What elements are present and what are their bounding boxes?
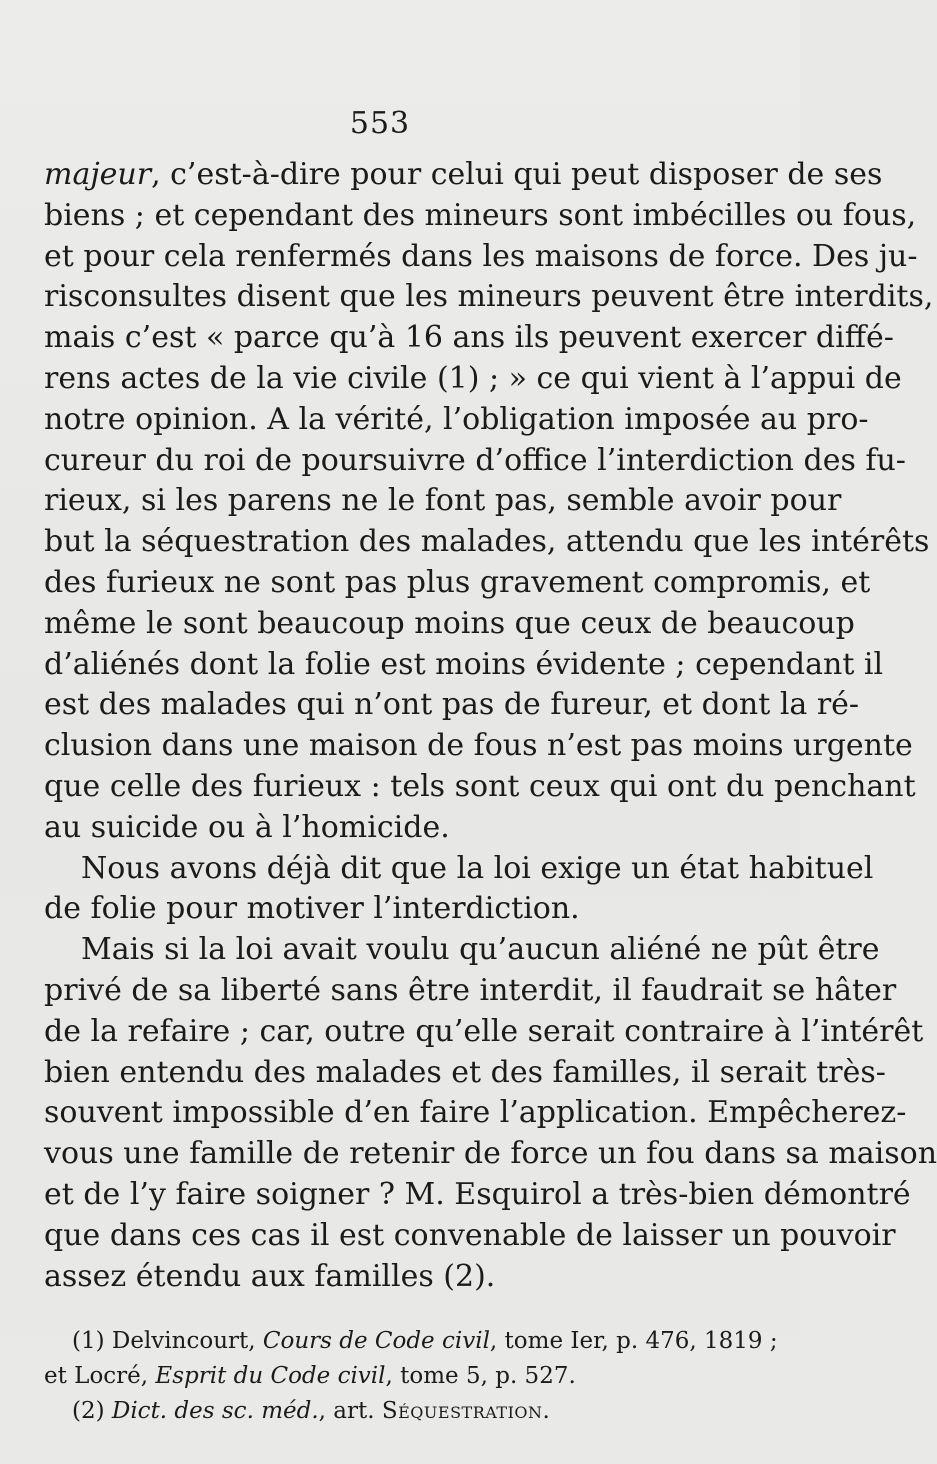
text-line — [44, 522, 930, 563]
text-line — [44, 441, 906, 482]
text-segment: rieux, si les parens ne le font pas, semble avoir pour — [44, 483, 842, 519]
text-line — [44, 1134, 937, 1175]
body-text — [44, 155, 937, 1297]
text-line — [44, 808, 730, 849]
text-segment: privé de sa liberté sans être interdit, il faudrait se hâter — [44, 972, 897, 1008]
text-segment: bien entendu des malades et des familles, il serait très- — [44, 1054, 886, 1090]
text-segment: et pour cela renfermés dans les maisons de force. Des ju- — [44, 238, 918, 274]
text-line — [44, 889, 730, 930]
text-segment: , tome Ier, p. 476, 1819 ; — [489, 1328, 778, 1354]
text-segment: but la séquestration des malades, attendu que les intérêts — [44, 524, 930, 560]
text-line — [44, 318, 894, 359]
text-segment: (2) — [72, 1398, 112, 1424]
text-segment: de folie pour motiver l’interdiction. — [44, 891, 580, 927]
footnote-line — [44, 1324, 778, 1359]
text-segment: et de l’y faire soigner ? M. Esquirol a très-bien démontré — [44, 1176, 911, 1212]
text-line — [44, 1216, 896, 1257]
text-segment: vous une famille de retenir de force un fou dans sa maison — [44, 1136, 937, 1172]
text-line — [44, 155, 883, 196]
text-segment: que dans ces cas il est convenable de laisser un pouvoir — [44, 1217, 896, 1253]
text-segment: majeur — [44, 157, 152, 192]
text-line — [44, 1093, 907, 1134]
footnote — [44, 1324, 778, 1394]
text-line — [44, 767, 916, 808]
text-line — [44, 971, 897, 1012]
text-segment: clusion dans une maison de fous n’est pas moins urgente — [44, 728, 913, 764]
text-line — [44, 400, 869, 441]
text-segment: est des malades qui n’ont pas de fureur, et dont la ré- — [44, 687, 860, 723]
text-segment: Séquestration — [381, 1398, 543, 1424]
text-segment: et Locré, — [44, 1363, 156, 1389]
text-segment: Nous avons déjà dit que la loi exige un état habituel — [81, 850, 874, 886]
text-line — [44, 1257, 730, 1298]
text-segment: , tome 5, p. 527. — [385, 1363, 576, 1389]
footnote-line — [44, 1394, 730, 1429]
text-segment: cureur du roi de poursuivre d’office l’interdiction des fu- — [44, 442, 906, 478]
text-segment: risconsultes disent que les mineurs peuvent être interdits, — [44, 279, 934, 315]
text-line — [44, 563, 871, 604]
footnote-line — [44, 1359, 730, 1394]
text-line — [44, 685, 860, 726]
text-segment: (1) Delvincourt, — [72, 1328, 263, 1354]
text-segment: mais c’est « parce qu’à 16 ans ils peuvent exercer diffé- — [44, 320, 894, 356]
page-number: 553 — [349, 106, 411, 141]
text-segment: Dict. des sc. méd. — [111, 1398, 319, 1424]
text-line — [44, 277, 934, 318]
text-segment: Cours de Code civil — [262, 1328, 490, 1354]
footnote — [44, 1394, 730, 1429]
text-segment: Mais si la loi avait voulu qu’aucun aliéné ne pût être — [81, 932, 880, 968]
paragraph — [44, 155, 934, 849]
text-line — [44, 645, 884, 686]
text-line — [44, 1012, 924, 1053]
text-line — [44, 1175, 911, 1216]
text-segment: Esprit du Code civil — [155, 1363, 386, 1389]
text-segment: de la refaire ; car, outre qu’elle serait contraire à l’intérêt — [44, 1013, 924, 1049]
text-segment: d’aliénés dont la folie est moins évidente ; cependant il — [44, 646, 884, 682]
text-segment: biens ; et cependant des mineurs sont imbécilles ou fous, — [44, 197, 917, 233]
text-line — [44, 849, 874, 890]
text-line — [44, 726, 913, 767]
paragraph — [44, 849, 874, 931]
text-segment: des furieux ne sont pas plus gravement compromis, et — [44, 564, 871, 600]
footnotes — [44, 1324, 778, 1429]
text-segment: au suicide ou à l’homicide. — [44, 809, 450, 845]
text-segment: même le sont beaucoup moins que ceux de beaucoup — [44, 605, 855, 641]
text-segment: , c’est-à-dire pour celui qui peut disposer de ses — [151, 157, 883, 192]
text-segment: rens actes de la vie civile (1) ; » ce qui vient à l’appui de — [44, 360, 902, 396]
text-line — [44, 237, 918, 278]
text-line — [44, 481, 842, 522]
text-line — [44, 359, 902, 400]
text-line — [44, 1053, 886, 1094]
text-segment: . — [542, 1398, 550, 1424]
text-line — [44, 930, 880, 971]
text-line — [44, 604, 855, 645]
text-segment: que celle des furieux : tels sont ceux qui ont du penchant — [44, 768, 916, 804]
text-line — [44, 196, 917, 237]
text-segment: assez étendu aux familles (2). — [44, 1258, 496, 1294]
text-segment: , art. — [318, 1398, 382, 1424]
text-segment: souvent impossible d’en faire l’application. Empêcherez- — [44, 1095, 907, 1131]
text-segment: notre opinion. A la vérité, l’obligation imposée au pro- — [44, 401, 869, 437]
paragraph — [44, 930, 937, 1297]
